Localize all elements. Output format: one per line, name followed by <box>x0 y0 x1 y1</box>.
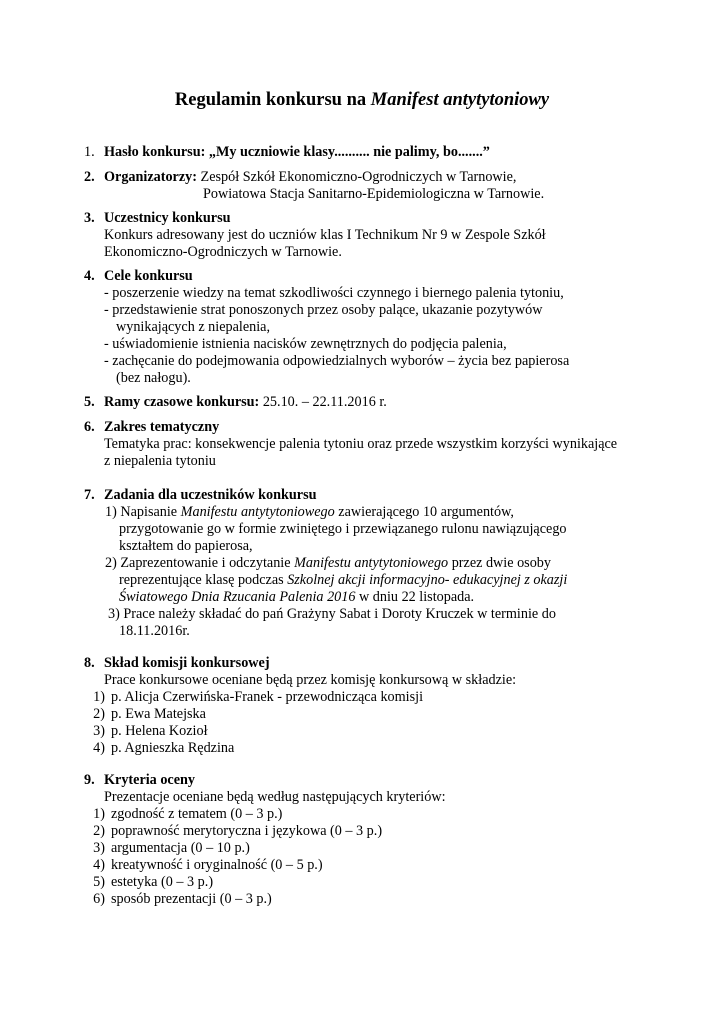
list-item: 1) zgodność z tematem (0 – 3 p.) <box>93 806 283 822</box>
section-7 <box>84 487 664 640</box>
section-title: Organizatorzy: <box>104 169 197 185</box>
section-text: Prezentacje oceniane będą według następujących kryteriów: <box>104 789 446 805</box>
section-number: 5. <box>84 394 95 410</box>
section-number: 9. <box>84 772 95 788</box>
section-title: Cele konkursu <box>104 268 193 284</box>
section-title: Uczestnicy konkursu <box>104 210 231 226</box>
list-item: 6) sposób prezentacji (0 – 3 p.) <box>93 891 272 907</box>
section-text: Ekonomiczno-Ogrodniczych w Tarnowie. <box>104 244 342 260</box>
goal-item: - przedstawienie strat ponoszonych przez osoby palące, ukazanie pozytywów <box>104 302 543 318</box>
section-4 <box>84 268 664 387</box>
list-item: 4) kreatywność i oryginalność (0 – 5 p.) <box>93 857 323 873</box>
section-title: Zakres tematyczny <box>104 419 220 435</box>
task-1: 1) Napisanie Manifestu antytytoniowego zawierającego 10 argumentów, <box>105 504 514 520</box>
list-item: 5) estetyka (0 – 3 p.) <box>93 874 214 890</box>
section-text: Prace konkursowe oceniane będą przez komisję konkursową w składzie: <box>104 672 517 688</box>
section-title: Skład komisji konkursowej <box>104 655 270 671</box>
task-3: 3) Prace należy składać do pań Grażyny Sabat i Doroty Kruczek w terminie do <box>108 606 556 622</box>
task-1-cont: przygotowanie go w formie zwiniętego i przewiązanego rulonu nawiązującego <box>119 521 567 537</box>
page-title: Regulamin konkursu na Manifest antytytoniowy <box>174 90 550 110</box>
section-8 <box>84 655 664 757</box>
list-item: 2) poprawność merytoryczna i językowa (0 – 3 p.) <box>93 823 383 839</box>
section-title: Kryteria oceny <box>104 772 195 788</box>
section-9 <box>84 772 664 908</box>
goal-item: - poszerzenie wiedzy na temat szkodliwości czynnego i biernego palenia tytoniu, <box>104 285 564 301</box>
list-item: 1) p. Alicja Czerwińska-Franek - przewodnicząca komisji <box>93 689 424 705</box>
section-title: Hasło konkursu: „My uczniowie klasy.......... nie palimy, bo.......” <box>104 144 490 160</box>
committee-list <box>82 689 664 757</box>
section-text: z niepalenia tytoniu <box>104 453 216 469</box>
task-3-cont: 18.11.2016r. <box>119 623 190 639</box>
section-number: 4. <box>84 268 95 284</box>
goal-item-cont: (bez nałogu). <box>116 370 191 386</box>
section-2 <box>84 169 664 203</box>
task-2-cont: Światowego Dnia Rzucania Palenia 2016 w dniu 22 listopada. <box>119 589 475 605</box>
section-number: 3. <box>84 210 95 226</box>
section-number: 7. <box>84 487 95 503</box>
goal-item-cont: wynikających z niepalenia, <box>116 319 271 335</box>
criteria-list <box>82 806 664 908</box>
task-1-cont: kształtem do papierosa, <box>119 538 253 554</box>
section-number: 1. <box>84 144 95 160</box>
section-number: 6. <box>84 419 95 435</box>
list-item: 2) p. Ewa Matejska <box>93 706 206 722</box>
section-number: 2. <box>84 169 95 185</box>
organizer-1: Zespół Szkół Ekonomiczno-Ogrodniczych w Tarnowie, <box>196 169 517 185</box>
organizer-2: Powiatowa Stacja Sanitarno-Epidemiologiczna w Tarnowie. <box>203 186 545 202</box>
section-text: Tematyka prac: konsekwencje palenia tytoniu oraz przede wszystkim korzyści wynikające <box>104 436 618 452</box>
section-5 <box>84 394 664 411</box>
list-item: 3) argumentacja (0 – 10 p.) <box>93 840 250 856</box>
section-number: 8. <box>84 655 95 671</box>
task-2-cont: reprezentujące klasę podczas Szkolnej akcji informacyjno- edukacyjnej z okazji <box>119 572 568 588</box>
date-range: 25.10. – 22.11.2016 r. <box>259 394 387 410</box>
section-6 <box>84 419 664 470</box>
section-1 <box>84 144 664 161</box>
section-title: Zadania dla uczestników konkursu <box>104 487 317 503</box>
goal-item: - zachęcanie do podejmowania odpowiedzialnych wyborów – życia bez papierosa <box>104 353 570 369</box>
section-title: Ramy czasowe konkursu: <box>104 394 260 410</box>
list-item: 4) p. Agnieszka Rędzina <box>93 740 235 756</box>
task-2: 2) Zaprezentowanie i odczytanie Manifestu antytytoniowego przez dwie osoby <box>105 555 551 571</box>
section-text: Konkurs adresowany jest do uczniów klas I Technikum Nr 9 w Zespole Szkół <box>104 227 546 243</box>
list-item: 3) p. Helena Kozioł <box>93 723 208 739</box>
section-3 <box>84 210 664 261</box>
goal-item: - uświadomienie istnienia nacisków zewnętrznych do podjęcia palenia, <box>104 336 507 352</box>
